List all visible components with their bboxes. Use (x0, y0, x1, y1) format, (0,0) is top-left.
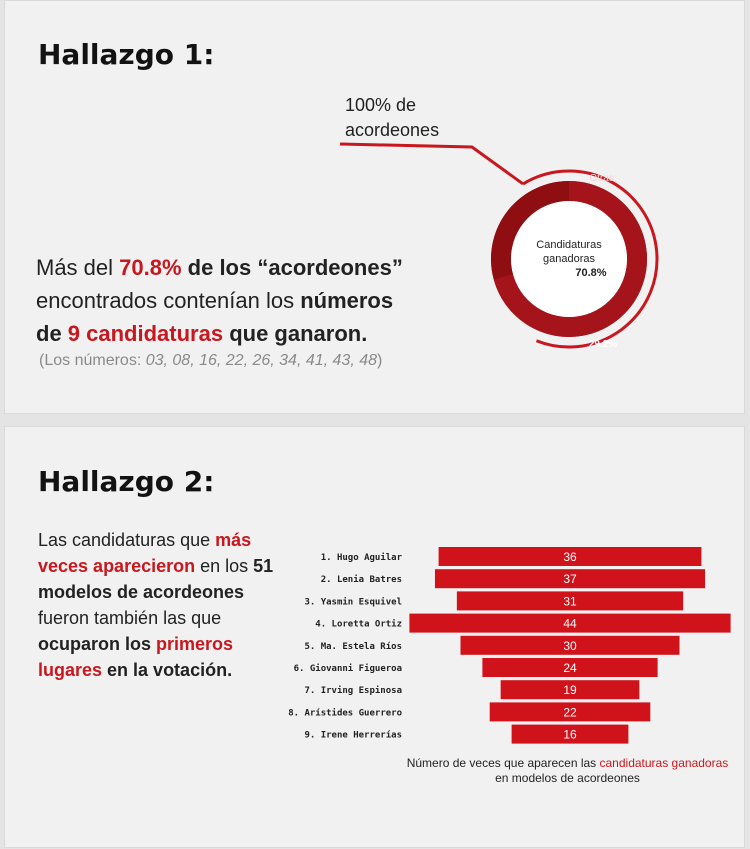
bar-value-label: 19 (563, 683, 577, 698)
text-part: ocuparon los (38, 634, 157, 654)
callout-line (340, 144, 523, 184)
category-label: 9. Irene Herrerías (304, 730, 402, 741)
highlight: candidaturas ganadoras (599, 756, 729, 770)
bar-value-label: 24 (563, 661, 577, 675)
text-part: de los “acordeones” (181, 255, 403, 280)
category-label: 1. Hugo Aguilar (320, 553, 402, 563)
finding-1-heading: Hallazgo 1: (38, 38, 215, 71)
text-part: que ganaron. (223, 321, 368, 346)
highlight: primeros lugares (38, 634, 234, 680)
text-part: Las candidaturas que (38, 530, 216, 550)
slice-value-label: 70.8% (575, 267, 607, 279)
finding-1-text (36, 251, 486, 350)
text-part: en los (195, 556, 254, 576)
category-label: 3. Yasmin Esquivel (304, 597, 402, 608)
category-label: 4. Loretta Ortiz (315, 619, 402, 630)
highlight: más veces aparecieron (38, 530, 252, 576)
category-label: 6. Giovanni Figueroa (293, 664, 402, 674)
winning-numbers (39, 352, 382, 370)
finding-1-card (4, 0, 745, 414)
text-part: fueron también las que (38, 608, 222, 628)
bar-value-label: 30 (563, 638, 577, 653)
slice-value-label: 29.2% (588, 339, 618, 350)
numbers-list: 03, 08, 16, 22, 26, 34, 41, 43, 48 (145, 352, 378, 369)
category-label: 7. Irving Espinosa (304, 686, 402, 697)
text-part: (Los números: (39, 352, 146, 369)
text-part: ) (377, 352, 383, 369)
bar-value-label: 37 (563, 572, 577, 587)
finding-2-heading: Hallazgo 2: (38, 465, 215, 498)
text-part: de (36, 321, 68, 346)
text-part: números (300, 288, 394, 313)
bar-value-label: 44 (563, 616, 577, 631)
text-part: en la votación. (102, 660, 233, 680)
slice-label: Otras: (589, 173, 617, 184)
highlight-pct: 70.8% (119, 255, 182, 280)
category-label: 8. Arístides Guerrero (288, 708, 402, 719)
text-part: Número de veces que aparecen las (406, 756, 600, 770)
slice-label: ganadoras (543, 253, 595, 265)
bar-value-label: 36 (563, 550, 577, 564)
chart-caption (400, 756, 735, 786)
bar-value-label: 22 (563, 705, 577, 720)
text-part: en modelos de acordeones (495, 771, 640, 785)
category-label: 5. Ma. Estela Ríos (304, 641, 402, 652)
bar-value-label: 16 (563, 727, 577, 742)
finding-2-card (4, 426, 745, 848)
text-part: encontrados contenían los (36, 288, 301, 313)
category-label: 2. Lenia Batres (320, 575, 402, 586)
slice-label: Candidaturas (536, 239, 602, 251)
text-part: 51 modelos de acordeones (38, 556, 274, 602)
bar-value-label: 31 (563, 594, 577, 609)
text-part: Más del (36, 255, 120, 280)
callout-label: 100% de acordeones (345, 95, 440, 140)
highlight-candidaturas: 9 candidaturas (67, 321, 224, 346)
